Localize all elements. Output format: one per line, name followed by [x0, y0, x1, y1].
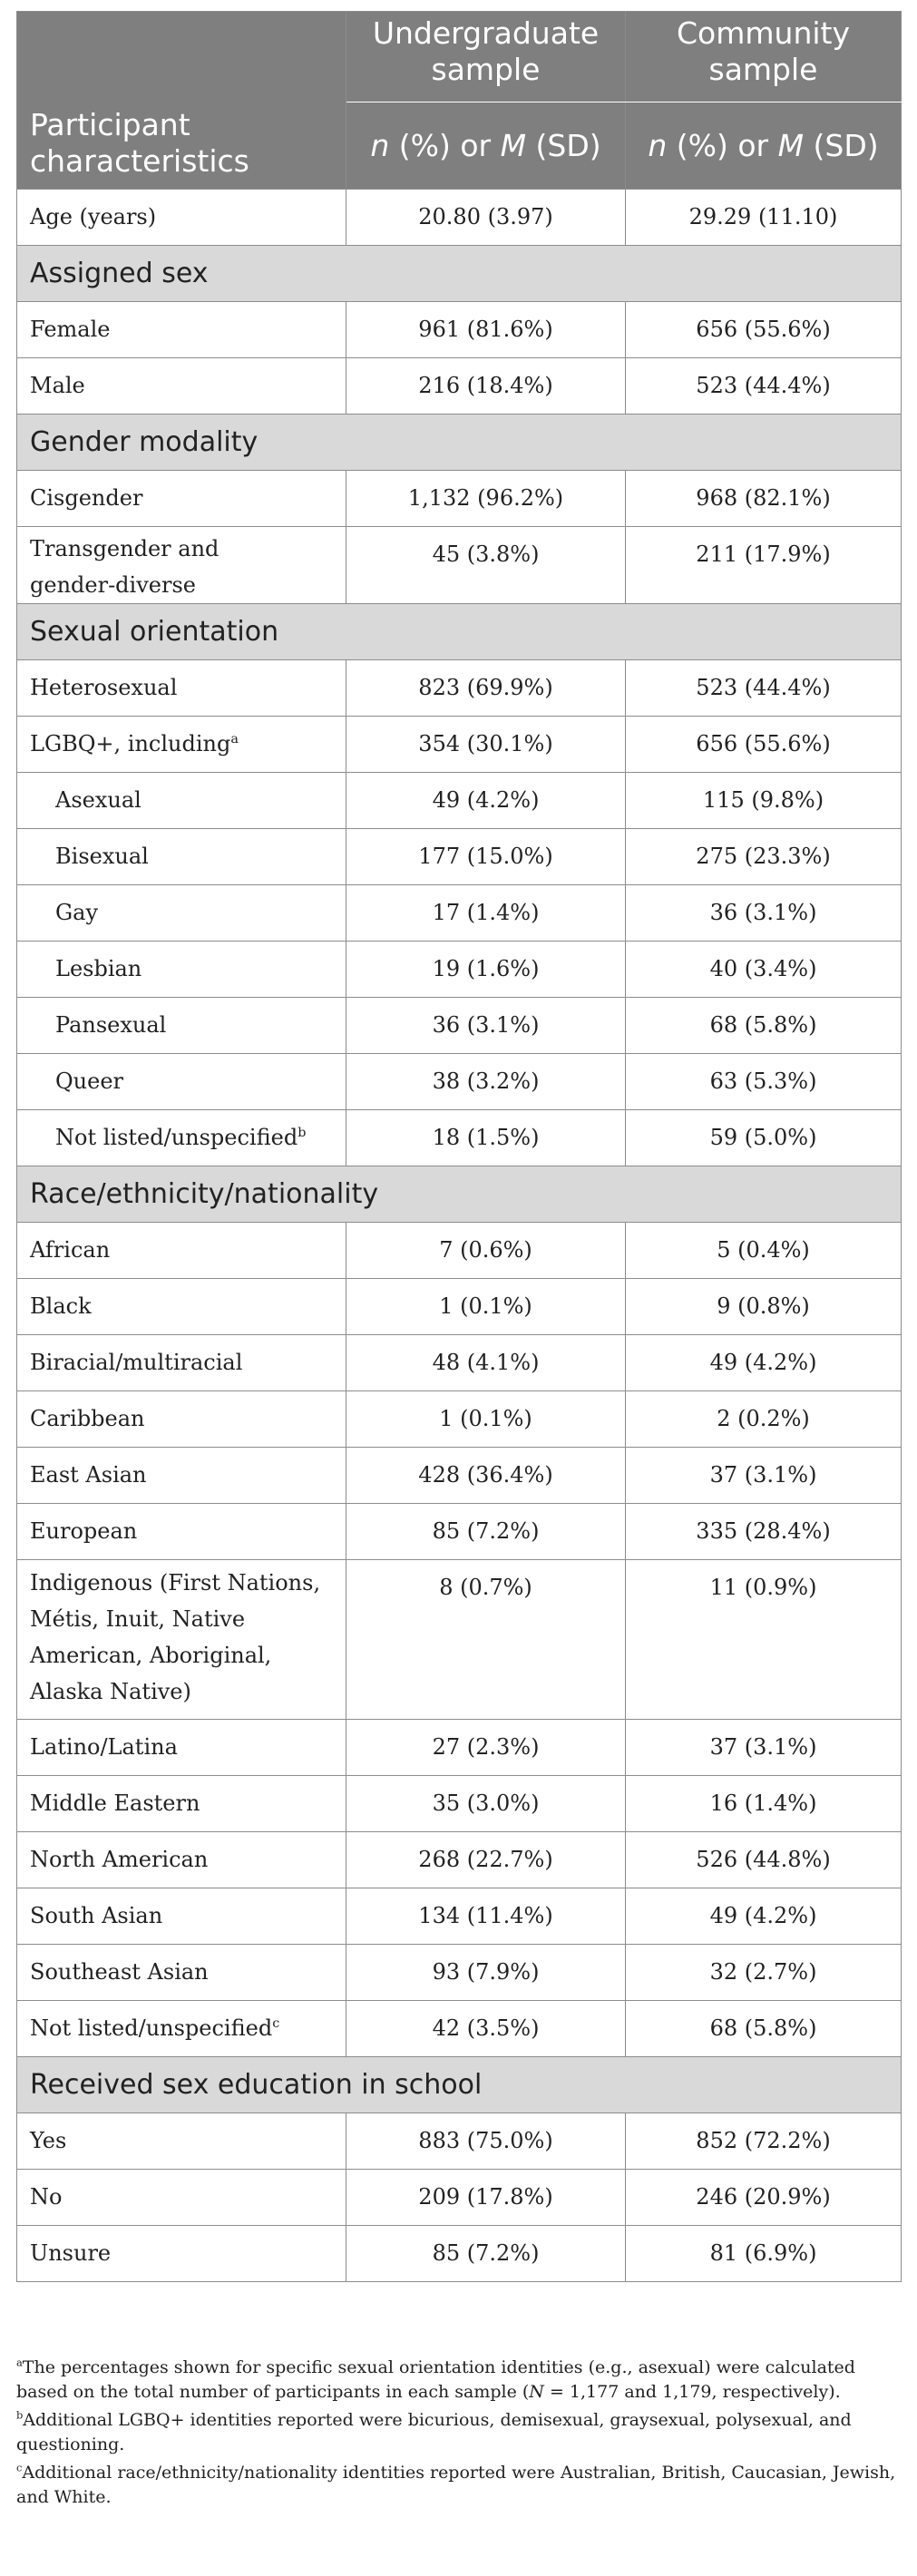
- table-row: [17, 471, 902, 527]
- row-label: East Asian: [17, 1448, 346, 1504]
- section-header: Assigned sex: [17, 246, 902, 302]
- cell-community: 275 (23.3%): [626, 829, 902, 885]
- cell-undergraduate: 42 (3.5%): [346, 2001, 626, 2057]
- row-label: Caribbean: [17, 1391, 346, 1448]
- row-label: Southeast Asian: [17, 1945, 346, 2001]
- table-row: [17, 1391, 902, 1448]
- table-row: [17, 1504, 902, 1560]
- cell-undergraduate: 93 (7.9%): [346, 1945, 626, 2001]
- cell-community: 2 (0.2%): [626, 1391, 902, 1448]
- row-label: Indigenous (First Nations, Métis, Inuit, Native American, Aboriginal, Alaska Native): [17, 1560, 346, 1720]
- cell-community: 968 (82.1%): [626, 471, 902, 527]
- header-characteristics: Participant characteristics: [17, 12, 346, 190]
- cell-community: 37 (3.1%): [626, 1448, 902, 1504]
- row-label: Gay: [17, 885, 346, 942]
- table-row: [17, 302, 902, 358]
- table-row: [17, 998, 902, 1054]
- cell-undergraduate: 38 (3.2%): [346, 1054, 626, 1110]
- cell-undergraduate: 354 (30.1%): [346, 717, 626, 773]
- cell-community: 63 (5.3%): [626, 1054, 902, 1110]
- table-row: [17, 2113, 902, 2170]
- row-label: North American: [17, 1832, 346, 1888]
- section-header: Gender modality: [17, 415, 902, 471]
- cell-undergraduate: 1 (0.1%): [346, 1391, 626, 1448]
- cell-community: 211 (17.9%): [626, 527, 902, 604]
- row-label: Heterosexual: [17, 660, 346, 717]
- header-stat-community: n (%) or M (SD): [626, 102, 902, 190]
- cell-community: 36 (3.1%): [626, 885, 902, 942]
- cell-community: 49 (4.2%): [626, 1888, 902, 1945]
- cell-undergraduate: 823 (69.9%): [346, 660, 626, 717]
- table-row: [17, 1560, 902, 1720]
- cell-community: 656 (55.6%): [626, 717, 902, 773]
- cell-community: 526 (44.8%): [626, 1832, 902, 1888]
- row-label: European: [17, 1504, 346, 1560]
- table-row: [17, 2170, 902, 2226]
- table-row: [17, 190, 902, 246]
- cell-community: 11 (0.9%): [626, 1560, 902, 1720]
- cell-community: 852 (72.2%): [626, 2113, 902, 2170]
- row-label: Not listed/unspecified$^b$: [17, 1110, 346, 1166]
- table-row: [17, 1720, 902, 1776]
- cell-undergraduate: 268 (22.7%): [346, 1832, 626, 1888]
- cell-undergraduate: 19 (1.6%): [346, 942, 626, 998]
- row-label: Transgender and gender-diverse: [17, 527, 346, 604]
- row-label: Yes: [17, 2113, 346, 2170]
- cell-community: 32 (2.7%): [626, 1945, 902, 2001]
- header-community: Community sample: [626, 12, 902, 102]
- section-header: Received sex education in school: [17, 2057, 902, 2113]
- cell-community: 59 (5.0%): [626, 1110, 902, 1166]
- cell-undergraduate: 1 (0.1%): [346, 1279, 626, 1335]
- row-label: Pansexual: [17, 998, 346, 1054]
- cell-undergraduate: 49 (4.2%): [346, 773, 626, 829]
- row-label: Black: [17, 1279, 346, 1335]
- table-row: [17, 942, 902, 998]
- table-row: [17, 358, 902, 415]
- table-row: [17, 885, 902, 942]
- table-row: [17, 1776, 902, 1832]
- footnote-marker: c: [272, 2016, 280, 2031]
- cell-undergraduate: 961 (81.6%): [346, 302, 626, 358]
- table-row: [17, 2226, 902, 2282]
- footnote-marker: a: [230, 732, 239, 746]
- cell-undergraduate: 209 (17.8%): [346, 2170, 626, 2226]
- table-row: [17, 1888, 902, 1945]
- row-label: South Asian: [17, 1888, 346, 1945]
- row-label: Age (years): [17, 190, 346, 246]
- cell-community: 9 (0.8%): [626, 1279, 902, 1335]
- table-row: [17, 1110, 902, 1166]
- cell-undergraduate: 18 (1.5%): [346, 1110, 626, 1166]
- row-label: Latino/Latina: [17, 1720, 346, 1776]
- table-footnotes: [16, 2356, 901, 2513]
- footnote-a: $^a$The percentages shown for specific sexual orientation identities (e.g., asexual) were calculated based on the total number of participants in each sample (N = 1,177 and 1,179, respectively).: [16, 2356, 855, 2402]
- cell-undergraduate: 883 (75.0%): [346, 2113, 626, 2170]
- table-row: [17, 527, 902, 604]
- table-row: [17, 1279, 902, 1335]
- row-label: Unsure: [17, 2226, 346, 2282]
- row-label: No: [17, 2170, 346, 2226]
- cell-undergraduate: 20.80 (3.97): [346, 190, 626, 246]
- cell-undergraduate: 48 (4.1%): [346, 1335, 626, 1391]
- cell-undergraduate: 45 (3.8%): [346, 527, 626, 604]
- cell-community: 81 (6.9%): [626, 2226, 902, 2282]
- header-stat-undergraduate: n (%) or M (SD): [346, 102, 626, 190]
- row-label: Biracial/multiracial: [17, 1335, 346, 1391]
- demographics-table: [16, 11, 902, 2282]
- table-row: [17, 717, 902, 773]
- table-row: [17, 1223, 902, 1279]
- cell-community: 68 (5.8%): [626, 2001, 902, 2057]
- cell-community: 40 (3.4%): [626, 942, 902, 998]
- cell-community: 523 (44.4%): [626, 660, 902, 717]
- cell-undergraduate: 7 (0.6%): [346, 1223, 626, 1279]
- section-header: Race/ethnicity/nationality: [17, 1166, 902, 1223]
- cell-undergraduate: 1,132 (96.2%): [346, 471, 626, 527]
- table-row: [17, 2001, 902, 2057]
- cell-undergraduate: 134 (11.4%): [346, 1888, 626, 1945]
- cell-undergraduate: 17 (1.4%): [346, 885, 626, 942]
- row-label: Bisexual: [17, 829, 346, 885]
- cell-community: 523 (44.4%): [626, 358, 902, 415]
- table-row: [17, 660, 902, 717]
- table-row: [17, 829, 902, 885]
- table-row: [17, 1832, 902, 1888]
- row-label: LGBQ+, including$^a$: [17, 717, 346, 773]
- cell-community: 335 (28.4%): [626, 1504, 902, 1560]
- cell-community: 49 (4.2%): [626, 1335, 902, 1391]
- cell-community: 16 (1.4%): [626, 1776, 902, 1832]
- cell-community: 29.29 (11.10): [626, 190, 902, 246]
- cell-community: 5 (0.4%): [626, 1223, 902, 1279]
- cell-undergraduate: 428 (36.4%): [346, 1448, 626, 1504]
- cell-community: 68 (5.8%): [626, 998, 902, 1054]
- cell-undergraduate: 85 (7.2%): [346, 1504, 626, 1560]
- cell-undergraduate: 27 (2.3%): [346, 1720, 626, 1776]
- cell-community: 115 (9.8%): [626, 773, 902, 829]
- row-label: African: [17, 1223, 346, 1279]
- table-row: [17, 1448, 902, 1504]
- table-row: [17, 1054, 902, 1110]
- table-row: [17, 773, 902, 829]
- row-label: Middle Eastern: [17, 1776, 346, 1832]
- cell-undergraduate: 35 (3.0%): [346, 1776, 626, 1832]
- row-label: Female: [17, 302, 346, 358]
- cell-undergraduate: 177 (15.0%): [346, 829, 626, 885]
- table-row: [17, 1945, 902, 2001]
- header-undergraduate: Undergraduate sample: [346, 12, 626, 102]
- table-row: [17, 1335, 902, 1391]
- section-header: Sexual orientation: [17, 604, 902, 660]
- cell-community: 37 (3.1%): [626, 1720, 902, 1776]
- row-label: Cisgender: [17, 471, 346, 527]
- row-label: Not listed/unspecified$^c$: [17, 2001, 346, 2057]
- row-label: Lesbian: [17, 942, 346, 998]
- footnote-b: $^b$Additional LGBQ+ identities reported were bicurious, demisexual, graysexual, polysexual, and questioning.: [16, 2408, 852, 2454]
- footnote-marker: b: [298, 1126, 307, 1140]
- footnote-c: $^c$Additional race/ethnicity/nationality identities reported were Australian, British, Caucasian, Jewish, and White.: [16, 2461, 896, 2507]
- row-label: Asexual: [17, 773, 346, 829]
- row-label: Queer: [17, 1054, 346, 1110]
- cell-undergraduate: 216 (18.4%): [346, 358, 626, 415]
- cell-community: 656 (55.6%): [626, 302, 902, 358]
- cell-undergraduate: 36 (3.1%): [346, 998, 626, 1054]
- cell-undergraduate: 8 (0.7%): [346, 1560, 626, 1720]
- cell-undergraduate: 85 (7.2%): [346, 2226, 626, 2282]
- row-label: Male: [17, 358, 346, 415]
- cell-community: 246 (20.9%): [626, 2170, 902, 2226]
